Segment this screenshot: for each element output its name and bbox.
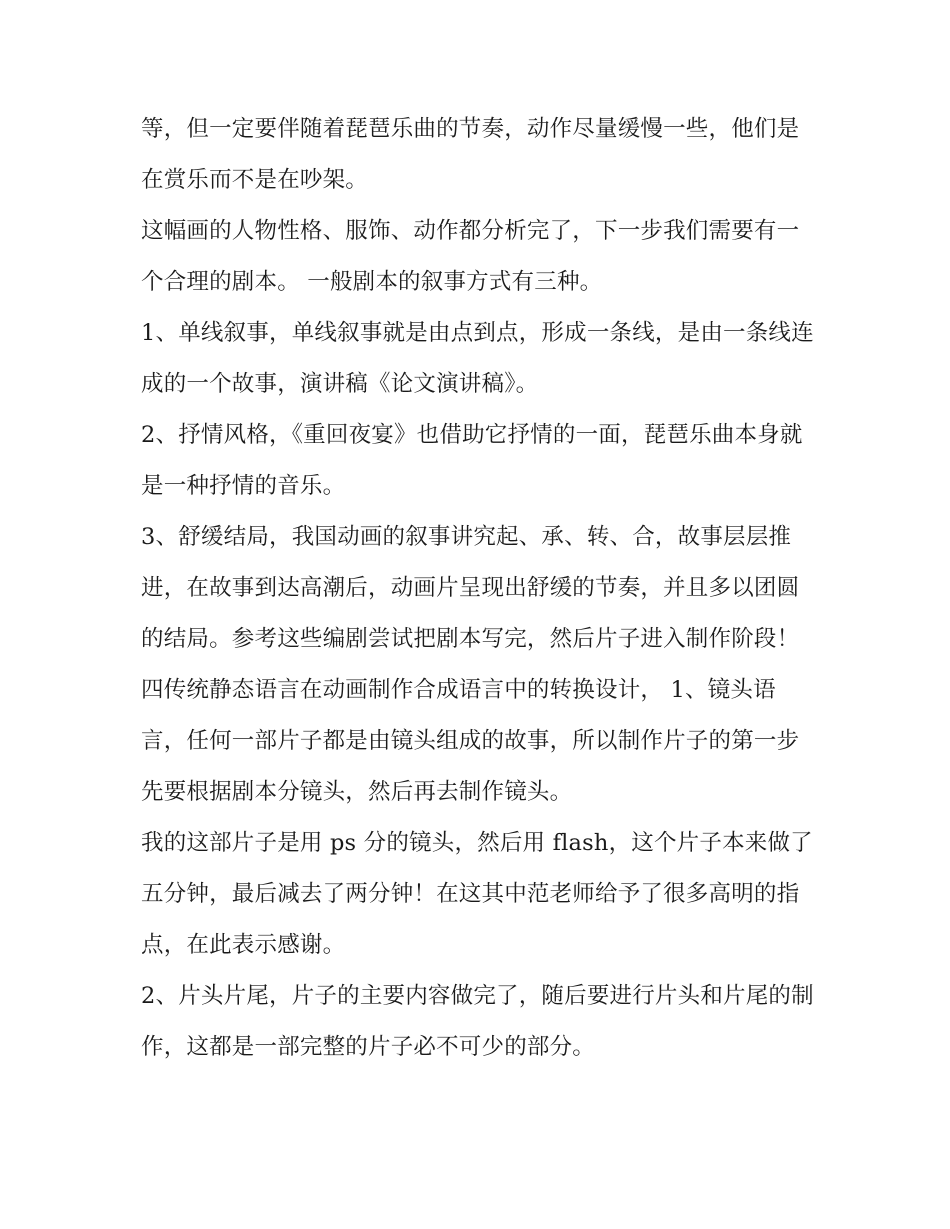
paragraph: 四传统静态语言在动画制作合成语言中的转换设计， 1、镜头语言，任何一部片子都是由镜头组成的故事，所以制作片子的第一步先要根据剧本分镜头，然后再去制作镜头。 [141, 677, 800, 805]
paragraph: 我的这部片子是用 ps 分的镜头，然后用 flash，这个片子本来做了五分钟，最后减去了两分钟！在这其中范老师给予了很多高明的指点，在此表示感谢。 [141, 830, 813, 958]
paragraph: 1、单线叙事，单线叙事就是由点到点，形成一条线，是由一条线连成的一个故事，演讲稿《论文演讲稿》。 [141, 320, 814, 397]
paragraph: 2、片头片尾，片子的主要内容做完了，随后要进行片头和片尾的制作，这都是一部完整的片子必不可少的部分。 [141, 983, 814, 1060]
document-body [141, 104, 821, 1073]
paragraph: 这幅画的人物性格、服饰、动作都分析完了，下一步我们需要有一个合理的剧本。 一般剧本的叙事方式有三种。 [141, 218, 800, 295]
paragraph: 3、舒缓结局，我国动画的叙事讲究起、承、转、合，故事层层推进，在故事到达高潮后，动画片呈现出舒缓的节奏，并且多以团圆的结局。参考这些编剧尝试把剧本写完，然后片子进入制作阶段！ [141, 524, 800, 652]
paragraph: 等，但一定要伴随着琵琶乐曲的节奏，动作尽量缓慢一些，他们是在赏乐而不是在吵架。 [141, 116, 800, 193]
paragraph: 2、抒情风格，《重回夜宴》也借助它抒情的一面，琵琶乐曲本身就是一种抒情的音乐。 [141, 422, 803, 499]
